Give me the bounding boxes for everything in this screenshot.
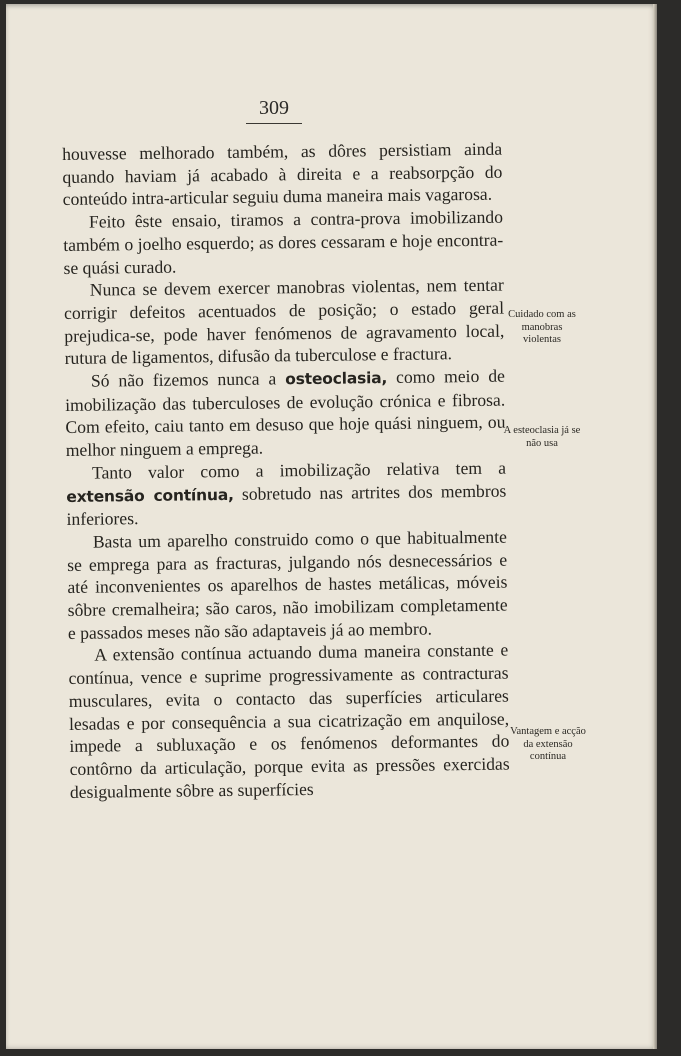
margin-note: A esteoclasia já se não usa [503,425,581,449]
paragraph-text: Só não fizemos nunca a [90,368,286,391]
page-spine-shadow [653,4,657,1049]
paragraph [65,365,506,462]
paragraph-text: Nunca se devem exercer manobras violentas, nem tentar corrigir defeitos acentuados de posição; o estado geral prejudica-se, pode haver fenómenos de agravamento local, rutura de ligamentos, difusão da tuberculose e fractura. [63,274,505,369]
bold-term: osteoclasia, [285,369,388,389]
paragraph [67,526,508,645]
book-page [6,4,657,1049]
paragraph-text: Basta um aparelho construido como o que habitualmente se emprega para as fracturas, julgando nós desnecessários e até inconvenientes os aparelhos de hastes metálicas, móveis sôbre cremalheira; são caros, não imobilizam completamente e passados meses não são adaptaveis já ao membro. [67,526,508,643]
page-number-rule [246,123,302,124]
paragraph-text: como meio de imobilização das tuberculoses de evolução crónica e fibrosa. Com efeito, caiu tanto em desuso que hoje quási ninguem, ou melhor ninguem a emprega. [65,365,506,461]
margin-note: Vantagem e acção da extensão contínua [510,726,586,762]
paragraph [62,138,503,211]
paragraph [68,639,510,803]
paragraph [64,274,505,370]
bold-term: extensão contínua, [66,485,234,506]
paragraph [66,456,507,530]
paragraph [63,206,504,279]
page-number: 309 [259,97,289,119]
margin-note: Cuidado com as manobras violentas [508,309,576,345]
paragraph-text: A extensão contínua actuando duma maneira constante e contínua, vence e suprime progressivamente as contracturas musculares, evita o contacto das superfícies articulares lesadas e por consequência a sua cicatrização em anquilose, impede a subluxação e os fenómenos deformantes do contôrno da articulação, porque evita as pressões exercidas desigualmente sôbre as superfícies [68,640,510,802]
paragraph-text: sobretudo nas artrites dos membros inferiores. [66,480,507,530]
paragraph-text: Tanto valor como a imobilização relativa tem a [91,457,507,483]
paragraph-text: Feito êste ensaio, tiramos a contra-prova imobilizando também o joelho esquerdo; as dores cessaram e hoje encontra-se quási curado. [63,206,504,278]
paragraph-text: houvesse melhorado também, as dôres persistiam ainda quando haviam já acabado à direita e a reabsorpção do conteúdo intra-articular seguiu duma maneira mais vagarosa. [62,138,503,210]
body-text [62,138,510,804]
